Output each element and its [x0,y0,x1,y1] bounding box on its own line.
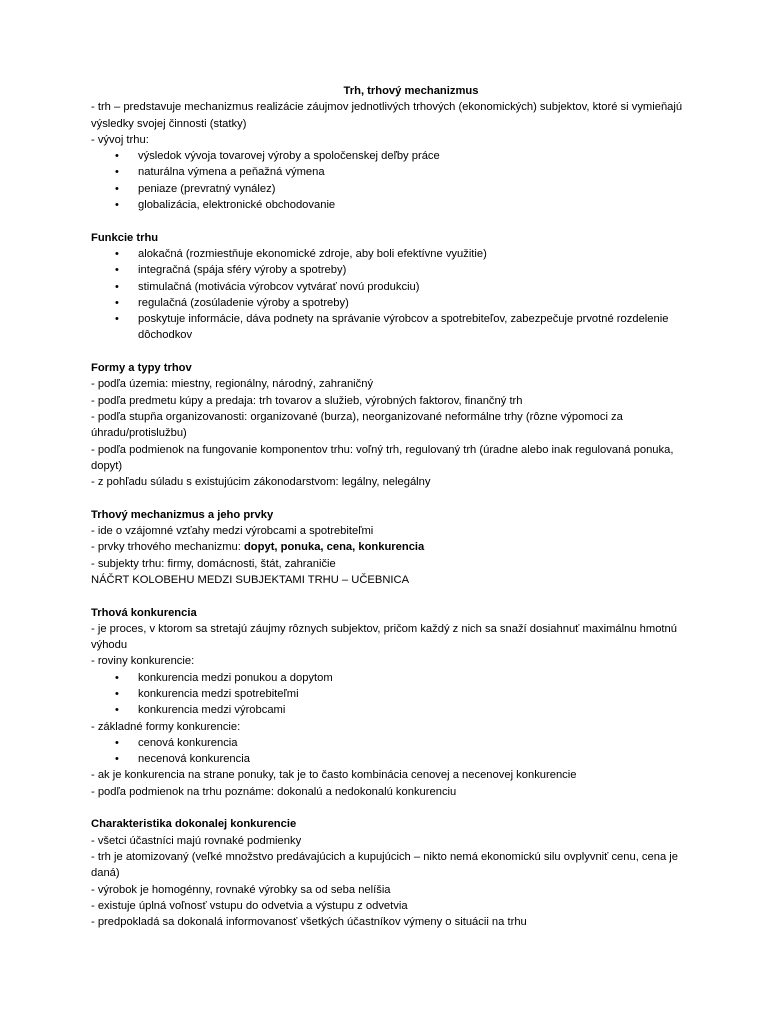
text-line: - podľa stupňa organizovanosti: organizované (burza), neorganizované neformálne trhy (rôzne výpomoci za úhradu/protislužbu) [91,410,623,440]
list-item: • konkurencia medzi výrobcami [91,702,691,718]
text-line: - je proces, v ktorom sa stretajú záujmy rôznych subjektov, pričom každý z nich sa snaží dosiahnuť maximálnu hmotnú výhodu [91,622,677,652]
text-line: - existuje úplná voľnosť vstupu do odvetvia a výstupu z odvetvia [91,899,408,912]
list-item: • stimulačná (motivácia výrobcov vytvárať novú produkciu) [91,279,691,295]
document-page [91,83,691,930]
text-line: - ide o vzájomné vzťahy medzi výrobcami a spotrebiteľmi [91,525,374,538]
text-line: - predpokladá sa dokonalá informovanosť všetkých účastníkov výmeny o situácii na trhu [91,916,527,929]
text-line: - trh je atomizovaný (veľké množstvo predávajúcich a kupujúcich – nikto nemá ekonomickú silu ovplyvniť cenu, cena je daná) [91,850,679,880]
mechanism-elements-line [91,539,691,555]
text-line: - ak je konkurencia na strane ponuky, tak je to často kombinácia cenovej a necenovej konkurencie [91,769,577,782]
list-item: • poskytuje informácie, dáva podnety na správanie výrobcov a spotrebiteľov, zabezpečuje prvotné rozdelenie dôchodkov [91,311,691,344]
list-item: • konkurencia medzi ponukou a dopytom [91,670,691,686]
list-item: • cenová konkurencia [91,735,691,751]
list-item: • výsledok vývoja tovarovej výroby a spoločenskej deľby práce [91,148,691,164]
list-item: • alokačná (rozmiestňuje ekonomické zdroje, aby boli efektívne využitie) [91,246,691,262]
list-item: • regulačná (zosúladenie výroby a spotreby) [91,295,691,311]
text-line: - roviny konkurencie: [91,655,195,668]
list-item: • globalizácia, elektronické obchodovanie [91,197,691,213]
text-line: - subjekty trhu: firmy, domácnosti, štát, zahraničie [91,557,336,570]
section-heading-konkurencia: Trhová konkurencia [91,606,197,619]
text-line: - podľa podmienok na fungovanie komponentov trhu: voľný trh, regulovaný trh (úradne alebo inak regulovaná ponuka, dopyt) [91,443,674,472]
functions-list [91,246,691,344]
text-line: - podľa podmienok na trhu poznáme: dokonalú a nedokonalú konkurenciu [91,785,457,798]
text-line: - z pohľadu súladu s existujúcim zákonodarstvom: legálny, nelegálny [91,476,431,489]
text-line: - všetci účastníci majú rovnaké podmienky [91,834,302,847]
list-item: • necenová konkurencia [91,751,691,767]
text-line: - podľa územia: miestny, regionálny, národný, zahraničný [91,378,374,391]
competition-levels-list [91,670,691,719]
section-heading-dokonala: Charakteristika dokonalej konkurencie [91,818,297,831]
section-heading-formy: Formy a typy trhov [91,362,192,375]
intro-development-label: - vývoj trhu: [91,133,149,146]
text-line: - výrobok je homogénny, rovnaké výrobky sa od seba nelíšia [91,883,391,896]
list-item: • naturálna výmena a peňažná výmena [91,164,691,180]
intro-definition: - trh – predstavuje mechanizmus realizácie záujmov jednotlivých trhových (ekonomických) subjektov, ktoré si vymieňajú výsledky svojej činnosti (statky) [91,101,683,130]
text-line: - podľa predmetu kúpy a predaja: trh tovarov a služieb, výrobných faktorov, finančný trh [91,394,523,407]
list-item: • integračná (spája sféry výroby a spotreby) [91,262,691,278]
text-line: - základné formy konkurencie: [91,720,241,733]
document-title: Trh, trhový mechanizmus [343,85,479,97]
development-list [91,148,691,213]
list-item: • konkurencia medzi spotrebiteľmi [91,686,691,702]
mechanism-elements-bold: dopyt, ponuka, cena, konkurencia [243,541,425,554]
mechanism-elements-prefix: - prvky trhového mechanizmu: [91,541,244,554]
section-heading-mechanizmus: Trhový mechanizmus a jeho prvky [91,508,274,521]
section-heading-funkcie: Funkcie trhu [91,231,159,244]
list-item: • peniaze (prevratný vynález) [91,181,691,197]
competition-forms-list [91,735,691,768]
text-line: NÁČRT KOLOBEHU MEDZI SUBJEKTAMI TRHU – UČEBNICA [91,573,410,586]
